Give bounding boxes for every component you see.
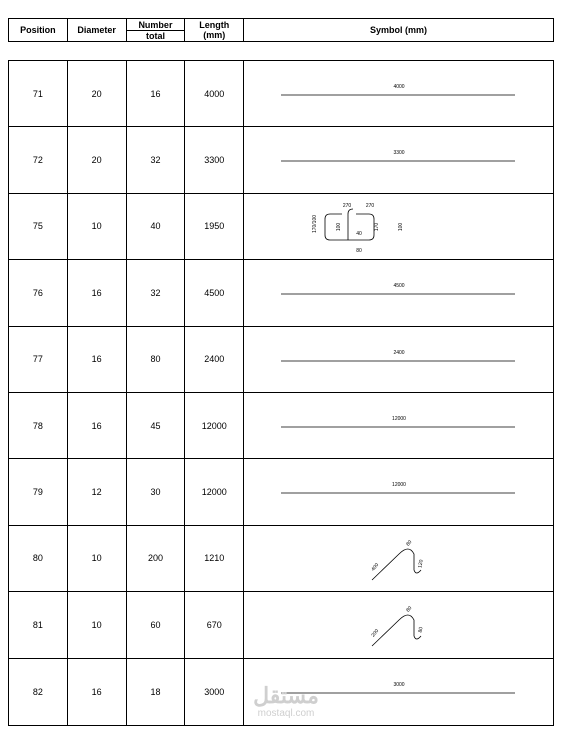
cell-length: 3300 (185, 127, 244, 192)
header-diameter: Diameter (68, 19, 127, 41)
cell-number: 60 (127, 592, 186, 657)
header-number (127, 19, 186, 41)
cell-number: 200 (127, 526, 186, 591)
watermark-logo (246, 684, 326, 724)
table-row (9, 260, 553, 326)
bar-shape-drawing (244, 327, 554, 393)
header-length-label: Length (mm) (199, 20, 230, 40)
cell-symbol (244, 327, 553, 392)
cell-diameter: 16 (68, 393, 127, 458)
cell-number: 32 (127, 260, 186, 325)
header-number-label: Number (127, 19, 185, 31)
cell-diameter: 16 (68, 260, 127, 325)
dimension-label: 100 (398, 222, 405, 231)
dimension-label: 400 (370, 561, 381, 573)
watermark-arabic: مستقل (253, 683, 319, 708)
table-row (9, 61, 553, 127)
cell-length: 4000 (185, 61, 244, 126)
dimension-label: 12000 (392, 415, 407, 422)
dimension-label: 3000 (393, 681, 405, 688)
cell-diameter: 12 (68, 459, 127, 524)
cell-length: 4500 (185, 260, 244, 325)
table-row (9, 393, 553, 459)
bar-shape-drawing (244, 194, 554, 260)
hook-shape (372, 615, 421, 646)
cell-diameter: 16 (68, 327, 127, 392)
cell-number: 16 (127, 61, 186, 126)
cell-position: 76 (9, 260, 68, 325)
cell-position: 80 (9, 526, 68, 591)
dimension-label: 80 (405, 605, 414, 614)
dimension-label: 4000 (393, 84, 405, 90)
cell-diameter: 10 (68, 194, 127, 259)
cell-number: 32 (127, 127, 186, 192)
table-row (9, 127, 553, 193)
cell-diameter: 20 (68, 127, 127, 192)
cell-length: 12000 (185, 459, 244, 524)
cell-position: 79 (9, 459, 68, 524)
bar-shape-drawing (244, 393, 554, 459)
bar-schedule-table (8, 60, 554, 726)
dimension-label: 120 (417, 558, 425, 569)
watermark-latin: mostaql.com (257, 708, 315, 719)
table-header (8, 18, 554, 42)
header-number-total: total (145, 31, 165, 41)
dimension-label: 270 (342, 202, 352, 209)
cell-symbol (244, 61, 553, 126)
cell-symbol (244, 194, 553, 259)
dimension-label: 80 (356, 247, 362, 254)
dimension-label: 2400 (393, 349, 405, 356)
cell-number: 40 (127, 194, 186, 259)
header-position: Position (9, 19, 68, 41)
dimension-label: 200 (370, 628, 381, 639)
dimension-label: 170 (374, 222, 381, 231)
table-row (9, 459, 553, 525)
cell-length: 3000 (185, 659, 244, 725)
cell-number: 30 (127, 459, 186, 524)
cell-position: 72 (9, 127, 68, 192)
cell-symbol (244, 260, 553, 325)
cell-length: 1950 (185, 194, 244, 259)
bar-shape-drawing (244, 260, 554, 326)
cell-length: 670 (185, 592, 244, 657)
bar-shape-drawing (244, 592, 554, 658)
cell-diameter: 16 (68, 659, 127, 725)
cell-symbol (244, 526, 553, 591)
cell-length: 1210 (185, 526, 244, 591)
dimension-label: 170/100 (312, 214, 319, 233)
cell-length: 12000 (185, 393, 244, 458)
table-row (9, 592, 553, 658)
stirrup-shape (325, 209, 374, 240)
cell-number: 45 (127, 393, 186, 458)
cell-position: 82 (9, 659, 68, 725)
table-row (9, 194, 553, 260)
cell-length: 2400 (185, 327, 244, 392)
cell-position: 75 (9, 194, 68, 259)
dimension-label: 4500 (393, 283, 405, 290)
header-symbol: Symbol (mm) (370, 25, 428, 35)
hook-shape (372, 549, 421, 580)
cell-symbol (244, 127, 553, 192)
bar-shape-drawing (244, 526, 554, 592)
cell-diameter: 10 (68, 526, 127, 591)
cell-number: 18 (127, 659, 186, 725)
cell-diameter: 10 (68, 592, 127, 657)
dimension-label: 100 (336, 222, 343, 231)
bar-shape-drawing (244, 61, 554, 127)
table-row (9, 327, 553, 393)
cell-position: 71 (9, 61, 68, 126)
header-length (185, 19, 244, 41)
dimension-label: 3300 (393, 150, 405, 157)
dimension-label: 12000 (392, 482, 407, 489)
cell-position: 77 (9, 327, 68, 392)
dimension-label: 80 (417, 626, 425, 634)
cell-diameter: 20 (68, 61, 127, 126)
cell-position: 81 (9, 592, 68, 657)
bar-shape-drawing (244, 127, 554, 193)
cell-symbol (244, 459, 553, 524)
dimension-label: 40 (356, 230, 362, 237)
cell-number: 80 (127, 327, 186, 392)
cell-position: 78 (9, 393, 68, 458)
table-row (9, 526, 553, 592)
cell-symbol (244, 592, 553, 657)
dimension-label: 270 (365, 202, 375, 209)
bar-shape-drawing (244, 459, 554, 525)
cell-symbol (244, 393, 553, 458)
dimension-label: 80 (405, 539, 414, 548)
